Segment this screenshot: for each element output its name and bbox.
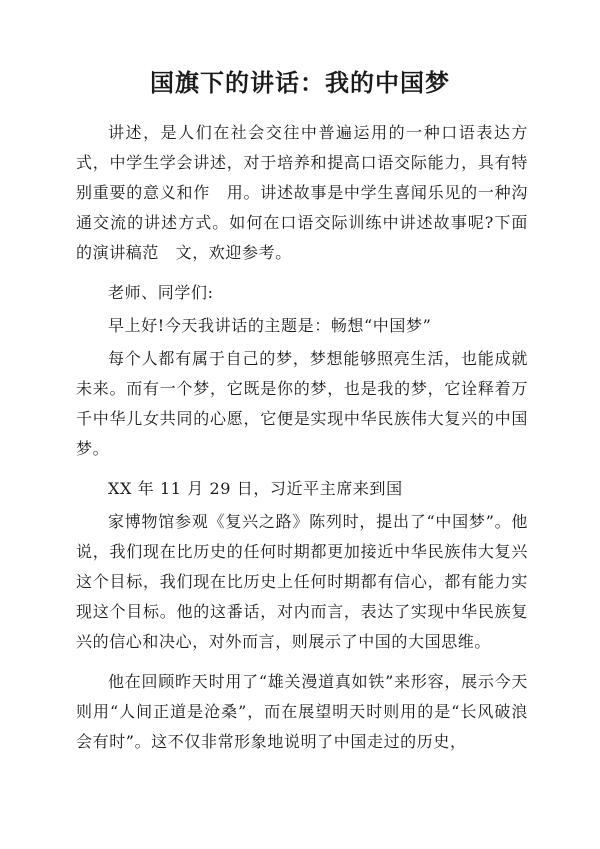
museum-paragraph: 家博物馆参观《复兴之路》陈列时，提出了“中国梦”。他说，我们现在比历史的任何时期都更加接近中华民族伟大复兴这个目标，我们现在比历史上任何时期都有信心，都有能力实现这个目标。他的这番话，对内而言，表达了实现中华民族复兴的信心和决心，对外而言，则展示了中国的大国思维。 [76, 512, 528, 651]
greeting-paragraph: 早上好!今天我讲话的主题是：畅想“中国梦” [108, 316, 432, 335]
document-title: 国旗下的讲话：我的中国梦 [150, 68, 450, 97]
document-body [76, 118, 528, 760]
intro-paragraph: 讲述，是人们在社会交往中普遍运用的一种口语表达方式，中学生学会讲述，对于培养和提高口语交际能力，具有特别重要的意义和作 用。讲述故事是中学生喜闻乐见的一种沟通交流的讲述方式。如何在口语交际训练中讲述故事呢?下面的演讲稿范 文，欢迎参考。 [76, 123, 528, 262]
date-paragraph: XX 年 11 月 29 日，习近平主席来到国 [108, 479, 403, 498]
history-paragraph: 他在回顾昨天时用了“雄关漫道真如铁”来形容，展示今天则用“人间正道是沧桑”，而在展望明天时则用的是“长风破浪会有时”。这不仅非常形象地说明了中国走过的历史， [76, 672, 528, 751]
salutation-paragraph: 老师、同学们: [108, 283, 214, 302]
dream-paragraph: 每个人都有属于自己的梦，梦想能够照亮生活，也能成就未来。而有一个梦，它既是你的梦，也是我的梦，它诠释着万千中华儿女共同的心愿，它便是实现中华民族伟大复兴的中国梦。 [76, 349, 528, 458]
